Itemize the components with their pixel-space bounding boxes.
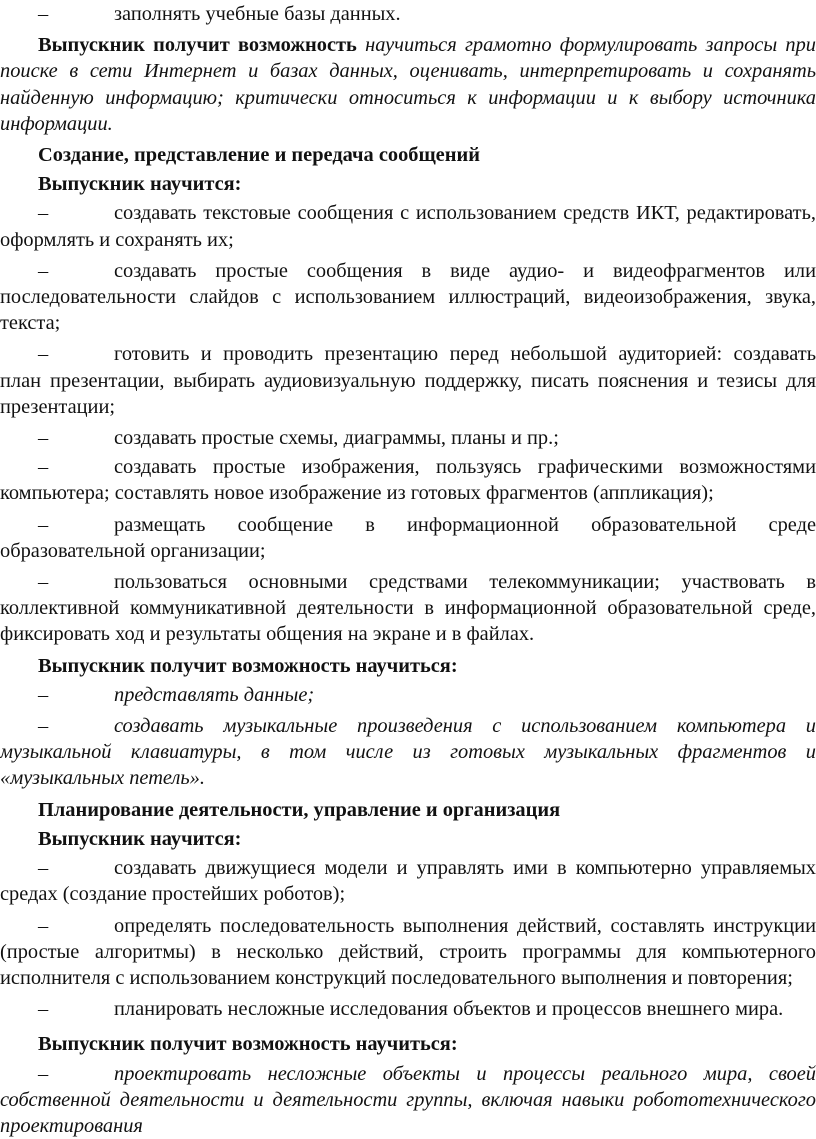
section-subheading: Выпускник научится:: [38, 827, 242, 850]
list-dash: –: [38, 3, 49, 25]
list-dash: –: [38, 513, 49, 536]
list-dash: –: [38, 715, 49, 738]
list-item: [0, 569, 816, 648]
list-item: [0, 1, 816, 27]
list-item-text: размещать сообщение в информационной образовательной среде образовательной организации;: [0, 513, 816, 562]
list-dash: –: [38, 456, 49, 479]
list-item: [0, 454, 816, 506]
list-item-text: представлять данные;: [114, 683, 315, 706]
list-dash: –: [38, 857, 49, 880]
paragraph-lead: Выпускник получит возможность: [38, 34, 357, 57]
list-item-text: определять последовательность выполнения действий, составлять инструкции (простые алгоритмы) в несколько действий, строить программы для компьютерного исполнителя с использованием конструкций последовательного выполнения и повторения;: [0, 914, 816, 989]
list-dash: –: [38, 427, 49, 450]
paragraph-text: научиться грамотно формулировать запросы при поиске в сети Интернет и базах данных, оценивать, интерпретировать и сохранять найденную информацию; критически относиться к информации и к выбору источника информации.: [0, 34, 816, 135]
list-dash: –: [38, 914, 49, 937]
list-item: [0, 512, 816, 564]
list-item-text: создавать текстовые сообщения с использованием средств ИКТ, редактировать, оформлять и сохранять их;: [0, 202, 816, 251]
list-item-text: создавать простые сообщения в виде аудио- и видеофрагментов или последовательности слайдов с использованием иллюстраций, видеоизображения, звука, текста;: [0, 259, 816, 335]
list-item-text: проектировать несложные объекты и процессы реального мира, своей собственной деятельности и деятельности группы, включая навыки робототехнического проектирования: [0, 1062, 816, 1137]
list-item: [0, 1061, 816, 1139]
list-dash: –: [38, 259, 49, 282]
list-item: [0, 713, 816, 792]
paragraph-opportunity: [0, 32, 816, 137]
list-item: [0, 996, 816, 1022]
list-item-text: создавать движущиеся модели и управлять ими в компьютерно управляемых средах (создание простейших роботов);: [0, 857, 816, 906]
list-item-text: создавать музыкальные произведения с использованием компьютера и музыкальной клавиатуры, в том числе из готовых музыкальных фрагментов и «музыкальных петель».: [0, 715, 816, 790]
list-dash: –: [38, 683, 49, 706]
section-subheading: Выпускник научится:: [38, 173, 242, 196]
section-heading: Создание, представление и передача сообщений: [38, 144, 480, 167]
list-dash: –: [38, 1062, 49, 1085]
list-dash: –: [38, 202, 49, 225]
list-item: [0, 682, 816, 708]
list-item-text: пользоваться основными средствами телекоммуникации; участвовать в коллективной коммуникативной деятельности в информационной образовательной среде, фиксировать ход и результаты общения на экране и в файлах.: [0, 571, 816, 646]
list-item: [0, 258, 816, 337]
section-subheading: Выпускник получит возможность научиться:: [38, 1033, 458, 1056]
list-item-text: готовить и проводить презентацию перед небольшой аудиторией: создавать план презентации, выбирать аудиовизуальную поддержку, писать пояснения и тезисы для презентации;: [0, 343, 816, 418]
list-item: [0, 341, 816, 420]
list-item: [0, 425, 816, 451]
list-item: [0, 200, 816, 252]
section-subheading: Выпускник получит возможность научиться:: [38, 654, 458, 677]
list-item-text: создавать простые схемы, диаграммы, планы и пр.;: [114, 427, 559, 450]
list-dash: –: [38, 998, 49, 1021]
list-dash: –: [38, 571, 49, 594]
list-item: [0, 913, 816, 992]
section-heading: Планирование деятельности, управление и организация: [38, 798, 561, 821]
list-item-text: заполнять учебные базы данных.: [114, 3, 401, 25]
list-item-text: планировать несложные исследования объектов и процессов внешнего мира.: [114, 998, 784, 1021]
list-item-text: создавать простые изображения, пользуясь графическими возможностями компьютера; составлять новое изображение из готовых фрагментов (аппликация);: [0, 456, 816, 505]
list-item: [0, 855, 816, 907]
list-dash: –: [38, 343, 49, 366]
document-page: [0, 1, 816, 1139]
